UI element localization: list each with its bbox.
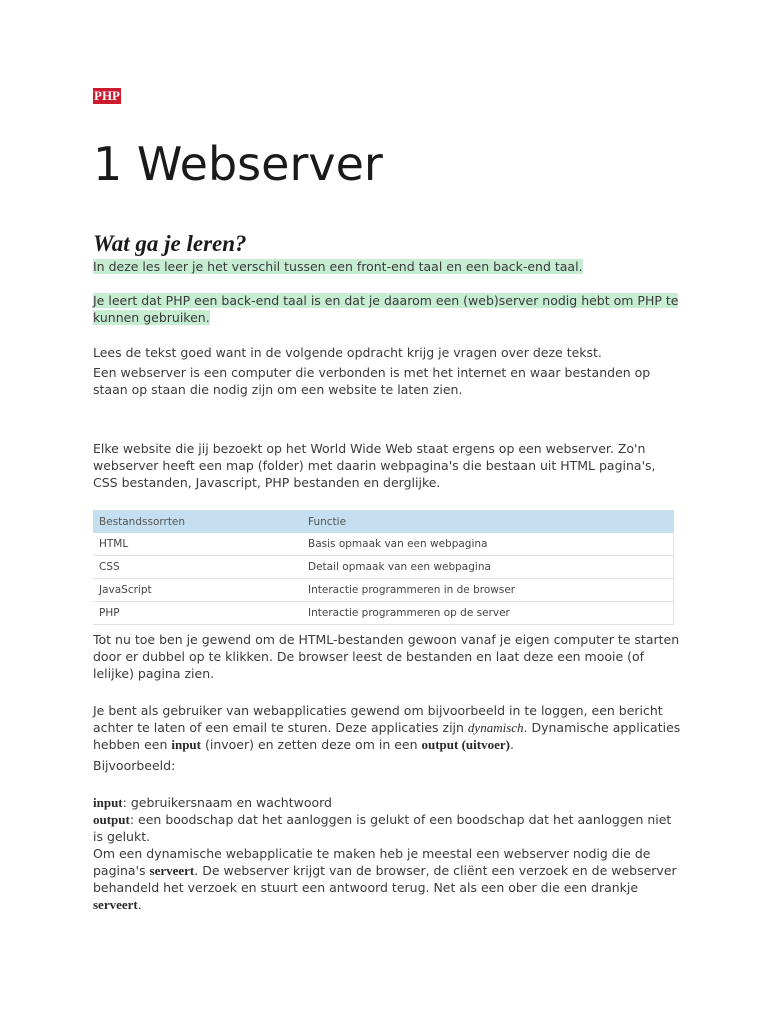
table-cell-type: CSS <box>93 556 302 579</box>
output-term: output (uitvoer) <box>421 737 510 752</box>
file-types-table <box>93 510 674 625</box>
definition-text: Een webserver is een computer die verbonden is met het internet en waar bestanden op staan op staan die nodig zijn om een website te laten zien. <box>93 365 651 397</box>
dynamic-text-1: Je bent als gebruiker van webapplicaties gewend om bijvoorbeeld in te loggen, een bericht achter te laten of een email te sturen. Deze applicaties zijn <box>93 703 663 735</box>
table-header-row <box>93 510 674 533</box>
php-tag: PHP <box>94 88 120 103</box>
table-cell-function: Interactie programmeren op de server <box>302 602 674 625</box>
goal-1 <box>93 258 683 275</box>
table-cell-type: HTML <box>93 533 302 556</box>
table-header-function: Functie <box>302 510 674 533</box>
goal-2-highlight: Je leert dat PHP een back-end taal is en dat je daarom een (web)server nodig hebt om PHP te kunnen gebruiken. <box>93 293 679 325</box>
server-paragraph <box>93 845 683 913</box>
server-text-2: . De webserver krijgt van de browser, de cliënt een verzoek en de webserver behandeld het verzoek en stuurt een antwoord terug. Net als een ober die een drankje <box>93 863 677 895</box>
input-term: input <box>171 737 201 752</box>
website-paragraph: Elke website die jij bezoekt op het World Wide Web staat ergens op een webserver. Zo'n webserver heeft een map (folder) met daarin webpagina's die bestaan uit HTML pagina's, CSS bestanden, Javascript, PHP bestanden en derglijke. <box>93 441 656 490</box>
server-text-1: Om een dynamische webapplicatie te maken heb je meestal een webserver nodig die de pagina's <box>93 846 651 878</box>
dynamic-text-4: . <box>509 737 514 752</box>
serveert-term-2: serveert <box>93 897 138 912</box>
table-cell-type: PHP <box>93 602 302 625</box>
local-paragraph: Tot nu toe ben je gewend om de HTML-bestanden gewoon vanaf je eigen computer te starten door er dubbel op te klikken. De browser leest de bestanden en laat deze een mooie (of lelijke) pagina zien. <box>93 632 680 681</box>
example-input-text: : gebruikersnaam en wachtwoord <box>122 795 332 810</box>
server-text-3: . <box>137 897 142 912</box>
serveert-term-1: serveert <box>149 863 195 878</box>
dynamic-paragraph <box>93 702 683 753</box>
table-header-type: Bestandssorrten <box>93 510 302 533</box>
table-cell-type: JavaScript <box>93 579 302 602</box>
dynamic-text-2: . Dynamische applicaties hebben een <box>93 720 681 752</box>
page-title: 1 Webserver <box>93 137 383 191</box>
example-output-text: : een boodschap dat het aanloggen is gelukt of een boodschap dat het aanloggen niet is gelukt. <box>93 812 672 844</box>
example-label: Bijvoorbeeld: <box>93 758 176 773</box>
dynamic-text-3: (invoer) en zetten deze om in een <box>201 737 422 752</box>
goal-1-highlight: In deze les leer je het verschil tussen een front-end taal en een back-end taal. <box>93 259 583 274</box>
table-cell-function: Detail opmaak van een webpagina <box>302 556 674 579</box>
table-row <box>93 556 674 579</box>
section-heading: Wat ga je leren? <box>93 231 247 256</box>
goal-2 <box>93 292 683 326</box>
example-output-label: output <box>93 812 130 827</box>
intro-text: Lees de tekst goed want in de volgende opdracht krijg je vragen over deze tekst. <box>93 345 602 360</box>
table-cell-function: Basis opmaak van een webpagina <box>302 533 674 556</box>
table-row <box>93 579 674 602</box>
example-input-label: input <box>93 795 123 810</box>
dynamisch-term: dynamisch <box>467 720 524 735</box>
example-input <box>93 794 683 811</box>
table-row <box>93 533 674 556</box>
example-output <box>93 811 683 845</box>
table-cell-function: Interactie programmeren in de browser <box>302 579 674 602</box>
table-row <box>93 602 674 625</box>
